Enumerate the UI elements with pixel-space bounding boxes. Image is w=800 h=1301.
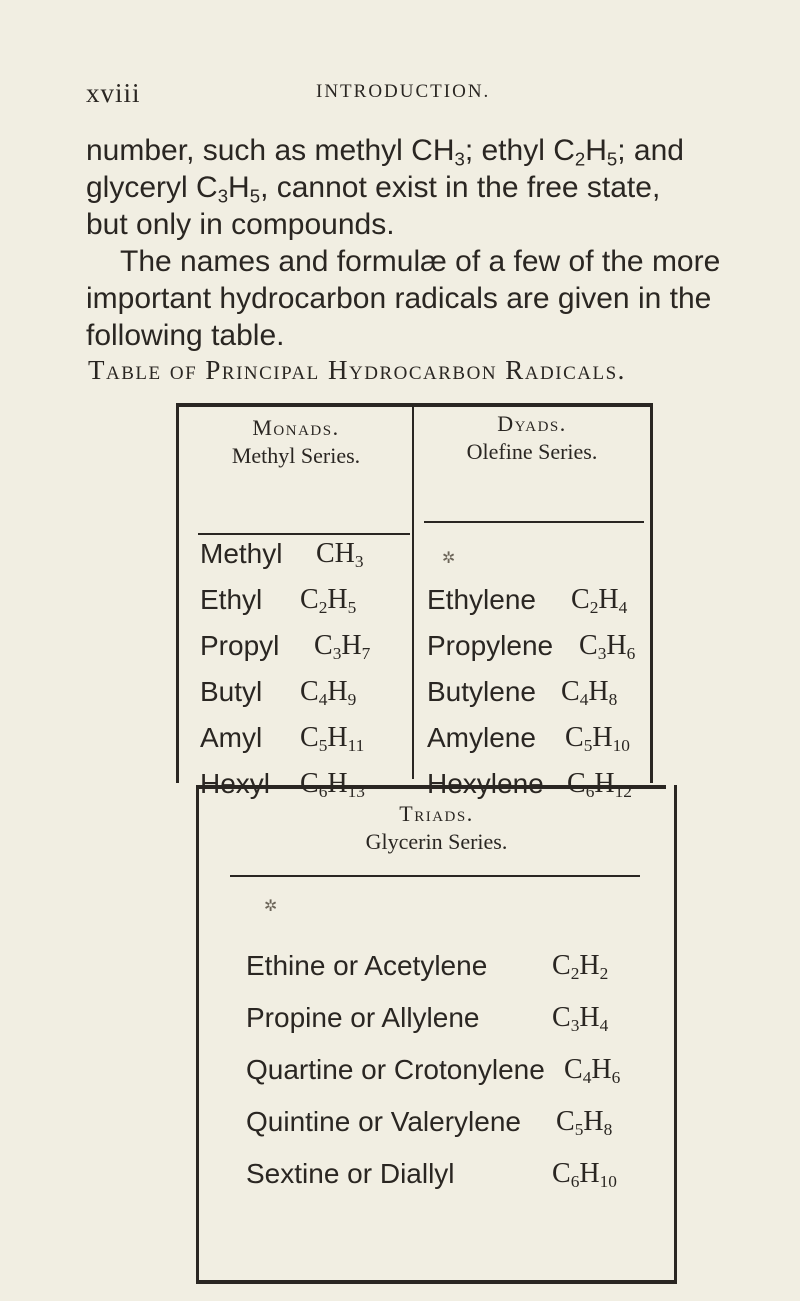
page-header [86,78,726,118]
triads-right-rule [674,785,677,1283]
triads-subtitle: Glycerin Series. [365,829,508,854]
intro-line: glyceryl $C_3H_5$, cannot exist in the free state, [86,171,661,207]
intro-line: but only in compounds. [86,208,395,241]
triads-head-rule [230,875,640,877]
table-bottom-rule [196,1280,677,1284]
running-head: INTRODUCTION. [316,81,491,102]
dyads-title: Dyads. [497,411,567,436]
intro-line: following table. [86,319,285,352]
table-title: Table of Principal Hydrocarbon Radicals. [88,355,626,385]
dyads-heading [414,410,650,466]
page-number: xviii [86,78,141,108]
dyads-subtitle: Olefine Series. [466,439,598,464]
triads-title: Triads. [399,801,474,826]
intro-line: important hydrocarbon radicals are given in the [86,282,712,315]
intro-line: number, such as methyl $CH_3$; ethyl $C_2H_5$; and [86,134,684,170]
monads-title: Monads. [252,415,340,440]
table-left-rule [176,403,179,783]
dyads-head-rule [424,521,644,523]
triads-heading [199,800,674,856]
intro-text [86,132,746,354]
ornament-mark: ✲ [264,898,278,915]
triads-left-rule [196,785,199,1283]
monads-subtitle: Methyl Series. [231,443,361,468]
intro-line: The names and formulæ of a few of the more [120,245,721,278]
ornament-mark: ✲ [442,550,456,567]
table-top-rule [176,403,652,407]
monads-heading [180,414,412,470]
monads-head-rule [198,533,410,535]
table-right-rule [650,403,653,783]
